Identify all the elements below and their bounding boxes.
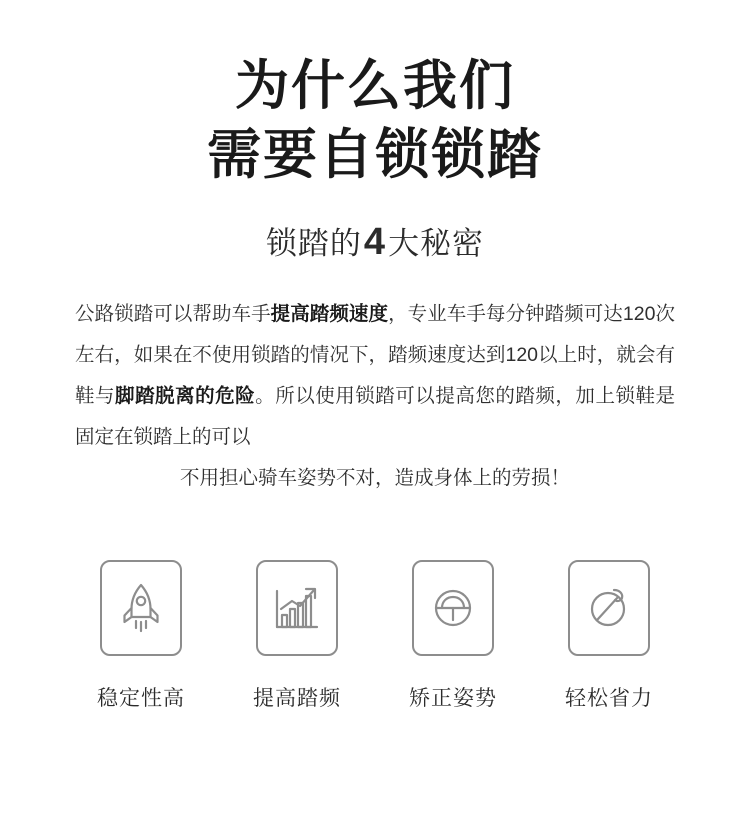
feature-icon-box — [256, 560, 338, 656]
posture-circle-icon — [428, 583, 478, 633]
headline-line-1: 为什么我们 — [235, 56, 515, 116]
feature-item-stability — [96, 560, 186, 712]
subtitle-suffix: 大秘密 — [388, 226, 485, 262]
feature-icon-box — [412, 560, 494, 656]
subtitle-number: 4 — [363, 221, 387, 264]
feature-label: 矫正姿势 — [409, 687, 497, 710]
feature-item-effort — [564, 560, 654, 712]
feature-item-posture — [408, 560, 498, 712]
feature-label: 轻松省力 — [565, 687, 653, 710]
rocket-icon — [119, 581, 163, 635]
feature-item-cadence — [252, 560, 342, 712]
effort-circle-icon — [584, 583, 634, 633]
paragraph-bold-1: 提高踏频速度 — [270, 303, 389, 326]
subtitle — [0, 218, 750, 264]
headline-line-2: 需要自锁锁踏 — [207, 125, 543, 186]
page-title — [0, 0, 750, 190]
subtitle-prefix: 锁踏的 — [265, 226, 362, 262]
paragraph-bold-2: 脚踏脱离的危险 — [115, 385, 256, 408]
feature-label: 提高踏频 — [253, 687, 341, 710]
feature-icon-box — [100, 560, 182, 656]
paragraph-segment-2: ，专业车手每分钟踏频可达120次左右，如果在不使用锁踏的情况下，踏频速度达到120以上时，就会有鞋与 — [75, 303, 675, 408]
paragraph-last-line: 不用担心骑车姿势不对，造成身体上的劳损！ — [179, 466, 570, 489]
growth-chart-icon — [272, 583, 322, 633]
body-paragraph — [75, 294, 675, 499]
feature-list — [0, 560, 750, 712]
paragraph-segment-3: 。所以使用锁踏可以提高您的踏频，加上锁鞋是固定在锁踏上的可以 — [75, 385, 675, 449]
feature-label: 稳定性高 — [97, 687, 185, 710]
paragraph-segment-1: 公路锁踏可以帮助车手 — [75, 303, 271, 326]
feature-icon-box — [568, 560, 650, 656]
